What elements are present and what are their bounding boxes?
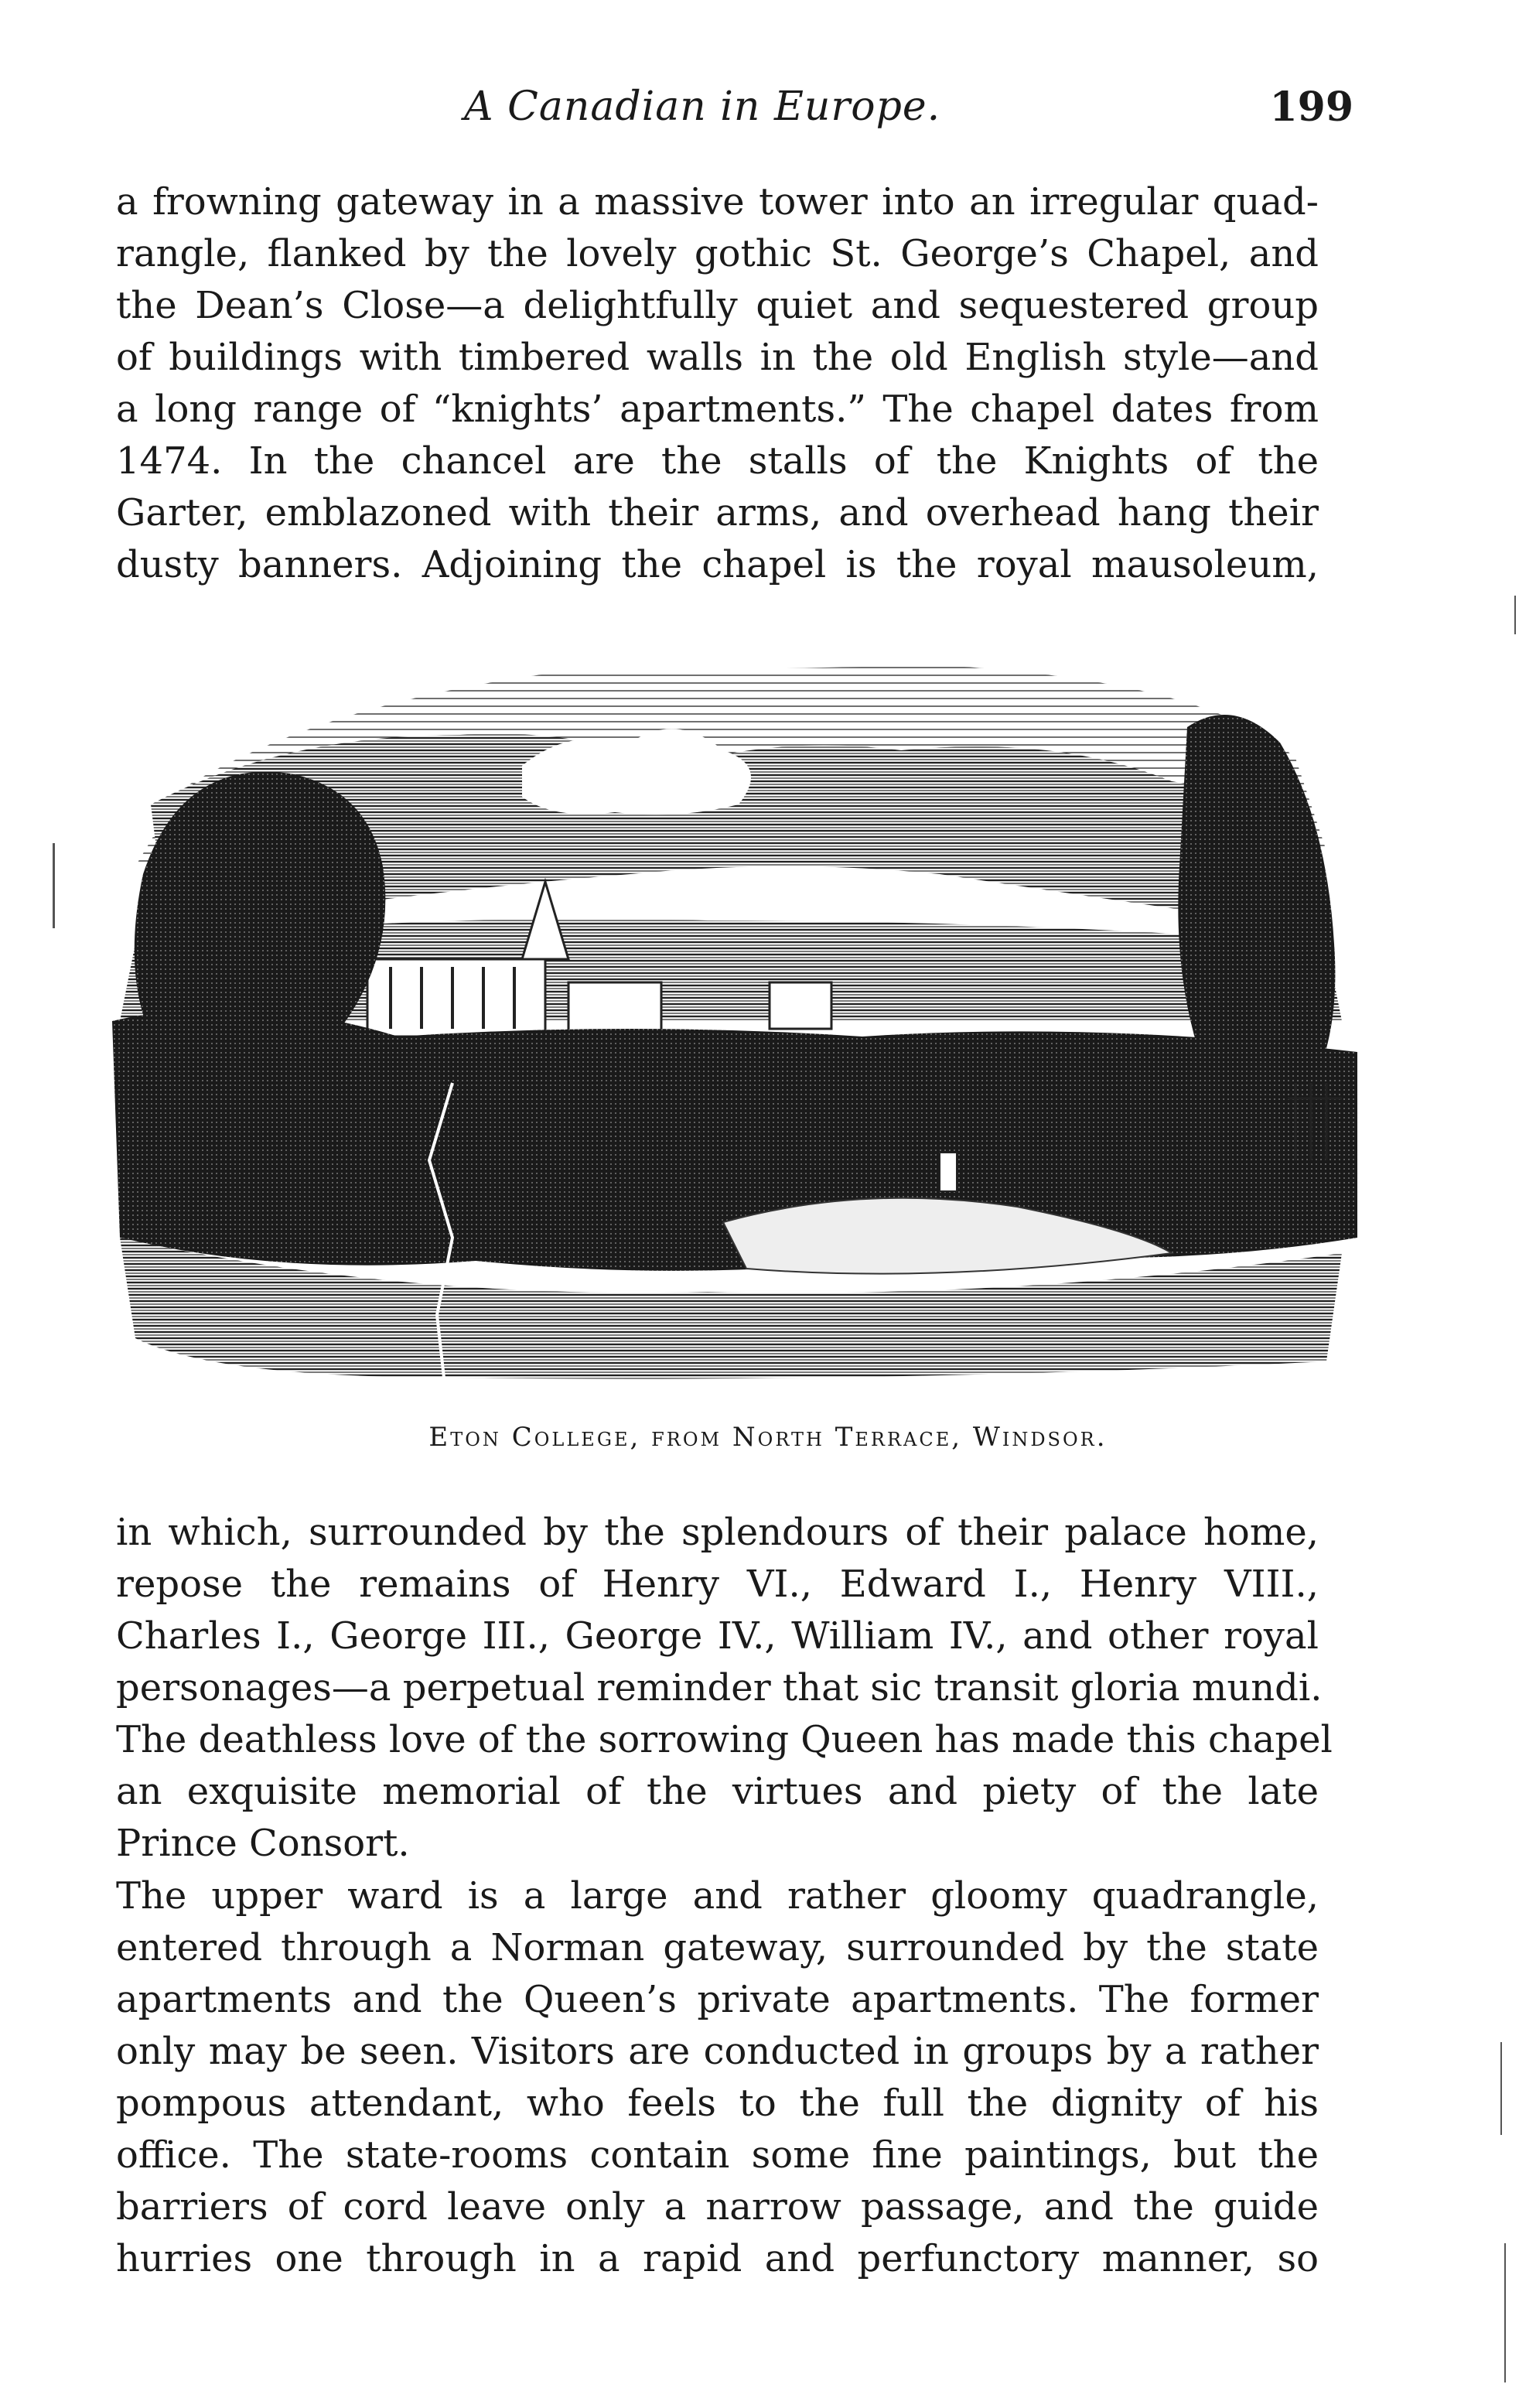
engraving-illustration (89, 619, 1365, 1392)
text-line: pompous attendant, who feels to the full the dignity of his (116, 2082, 1319, 2125)
running-title: A Canadian in Europe. (464, 84, 941, 130)
text-line: personages—a perpetual reminder that sic transit gloria mundi. (116, 1666, 1323, 1710)
text-line: a frowning gateway in a massive tower into an irregular quad- (116, 180, 1319, 224)
text-line: repose the remains of Henry VI., Edward I., Henry VIII., (116, 1563, 1319, 1606)
text-line: entered through a Norman gateway, surrounded by the state (116, 1926, 1319, 1969)
scan-margin-mark (1504, 2243, 1506, 2382)
text-line: only may be seen. Visitors are conducted in groups by a rather (116, 2030, 1319, 2073)
paragraph-2 (116, 1507, 1333, 1870)
text-line: rangle, flanked by the lovely gothic St. George’s Chapel, and (116, 232, 1319, 275)
text-line: hurries one through in a rapid and perfunctory manner, so (116, 2237, 1319, 2280)
text-line: a long range of “knights’ apartments.” The chapel dates from (116, 388, 1319, 431)
text-line: barriers of cord leave only a narrow passage, and the guide (116, 2185, 1319, 2229)
scan-margin-mark (1514, 596, 1516, 634)
text-line: in which, surrounded by the splendours of their palace home, (116, 1511, 1319, 1554)
text-line: The upper ward is a large and rather gloomy quadrangle, (116, 1874, 1319, 1918)
text-line: of buildings with timbered walls in the old English style—and (116, 336, 1319, 379)
text-line: Garter, emblazoned with their arms, and overhead hang their (116, 491, 1319, 535)
text-line: office. The state-rooms contain some fine paintings, but the (116, 2133, 1319, 2177)
scan-margin-mark (1500, 2042, 1502, 2135)
scan-margin-mark (53, 843, 55, 928)
text-line: an exquisite memorial of the virtues and piety of the late (116, 1770, 1319, 1813)
paragraph-1 (116, 176, 1319, 591)
text-line: dusty banners. Adjoining the chapel is the royal mausoleum, (116, 543, 1319, 586)
paragraph-3 (116, 1870, 1319, 2285)
page-number: 199 (1269, 84, 1353, 131)
text-line: the Dean’s Close—a delightfully quiet and sequestered group (116, 284, 1319, 327)
page-header (116, 84, 1353, 145)
text-line: apartments and the Queen’s private apartments. The former (116, 1978, 1319, 2021)
text-line: Charles I., George III., George IV., William IV., and other royal (116, 1614, 1319, 1658)
engraving-eton-college (89, 619, 1365, 1392)
figure-caption: Eton College, from North Terrace, Windsor. (428, 1422, 1108, 1453)
text-line: The deathless love of the sorrowing Queen has made this chapel (116, 1718, 1333, 1761)
text-line: 1474. In the chancel are the stalls of the Knights of the (116, 439, 1319, 483)
text-line: Prince Consort. (116, 1822, 410, 1865)
